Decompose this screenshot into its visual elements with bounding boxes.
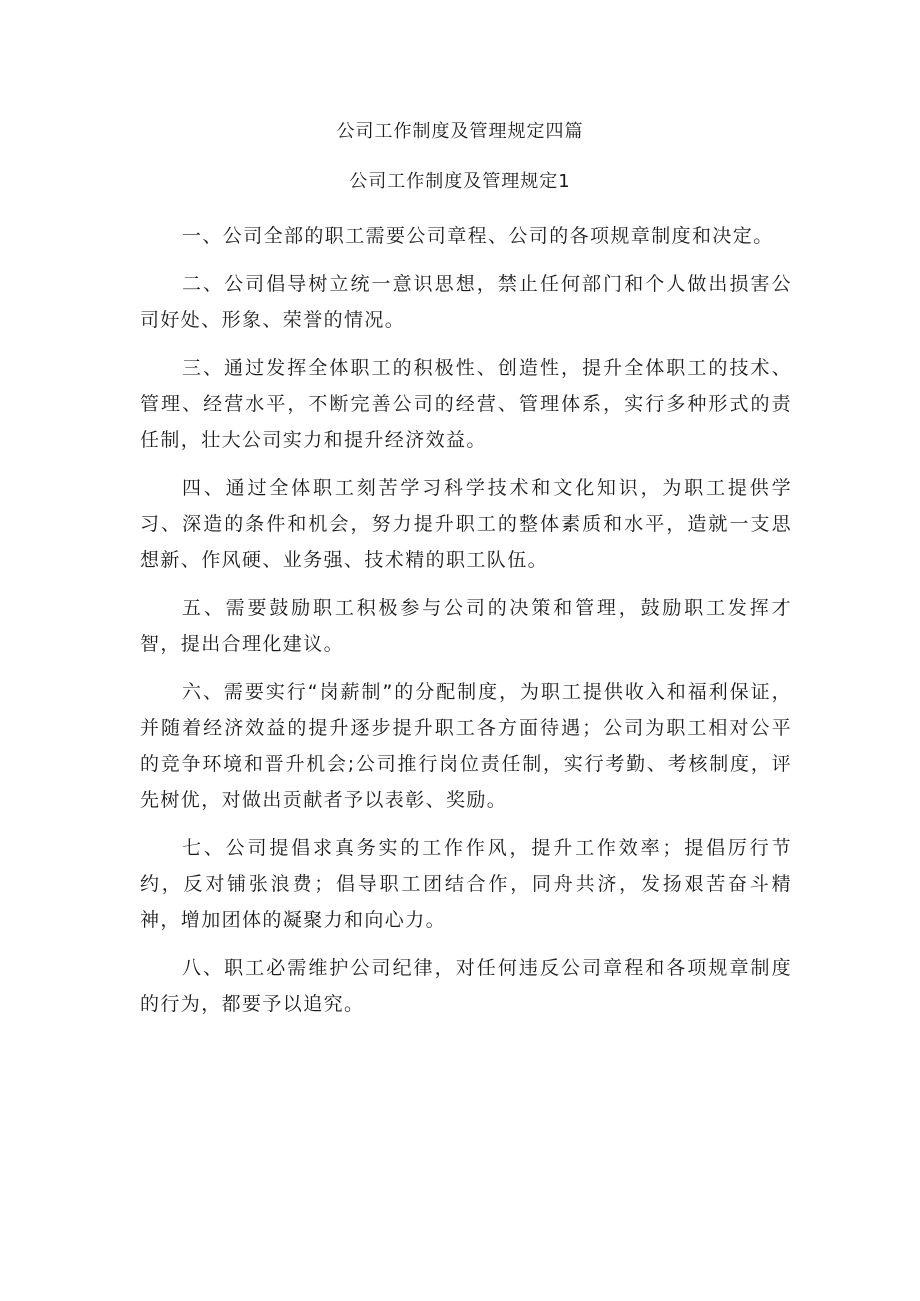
paragraph-3: 三、通过发挥全体职工的积极性、创造性，提升全体职工的技术、管理、经营水平，不断完善公司的经营、管理体系，实行多种形式的责任制，壮大公司实力和提升经济效益。 — [140, 357, 792, 451]
document-title: 公司工作制度及管理规定四篇 — [336, 121, 584, 142]
paragraph-1: 一、公司全部的职工需要公司章程、公司的各项规章制度和决定。 — [182, 225, 774, 247]
paragraph-2: 二、公司倡导树立统一意识思想，禁止任何部门和个人做出损害公司好处、形象、荣誉的情况。 — [140, 273, 792, 331]
document-subtitle: 公司工作制度及管理规定1 — [349, 171, 571, 192]
paragraph-8: 八、职工必需维护公司纪律，对任何违反公司章程和各项规章制度的行为，都要予以追究。 — [140, 957, 792, 1015]
document-body — [140, 218, 792, 1034]
paragraph-5: 五、需要鼓励职工积极参与公司的决策和管理，鼓励职工发挥才智，提出合理化建议。 — [140, 597, 792, 655]
paragraph-4: 四、通过全体职工刻苦学习科学技术和文化知识，为职工提供学习、深造的条件和机会，努力提升职工的整体素质和水平，造就一支思想新、作风硬、业务强、技术精的职工队伍。 — [140, 477, 792, 571]
paragraph-7: 七、公司提倡求真务实的工作作风，提升工作效率；提倡厉行节约，反对铺张浪费；倡导职工团结合作，同舟共济，发扬艰苦奋斗精神，增加团体的凝聚力和向心力。 — [140, 837, 792, 931]
paragraph-6: 六、需要实行“岗薪制”的分配制度，为职工提供收入和福利保证，并随着经济效益的提升逐步提升职工各方面待遇；公司为职工相对公平的竞争环境和晋升机会;公司推行岗位责任制，实行考勤、考核制度，评先树优，对做出贡献者予以表彰、奖励。 — [140, 681, 792, 811]
